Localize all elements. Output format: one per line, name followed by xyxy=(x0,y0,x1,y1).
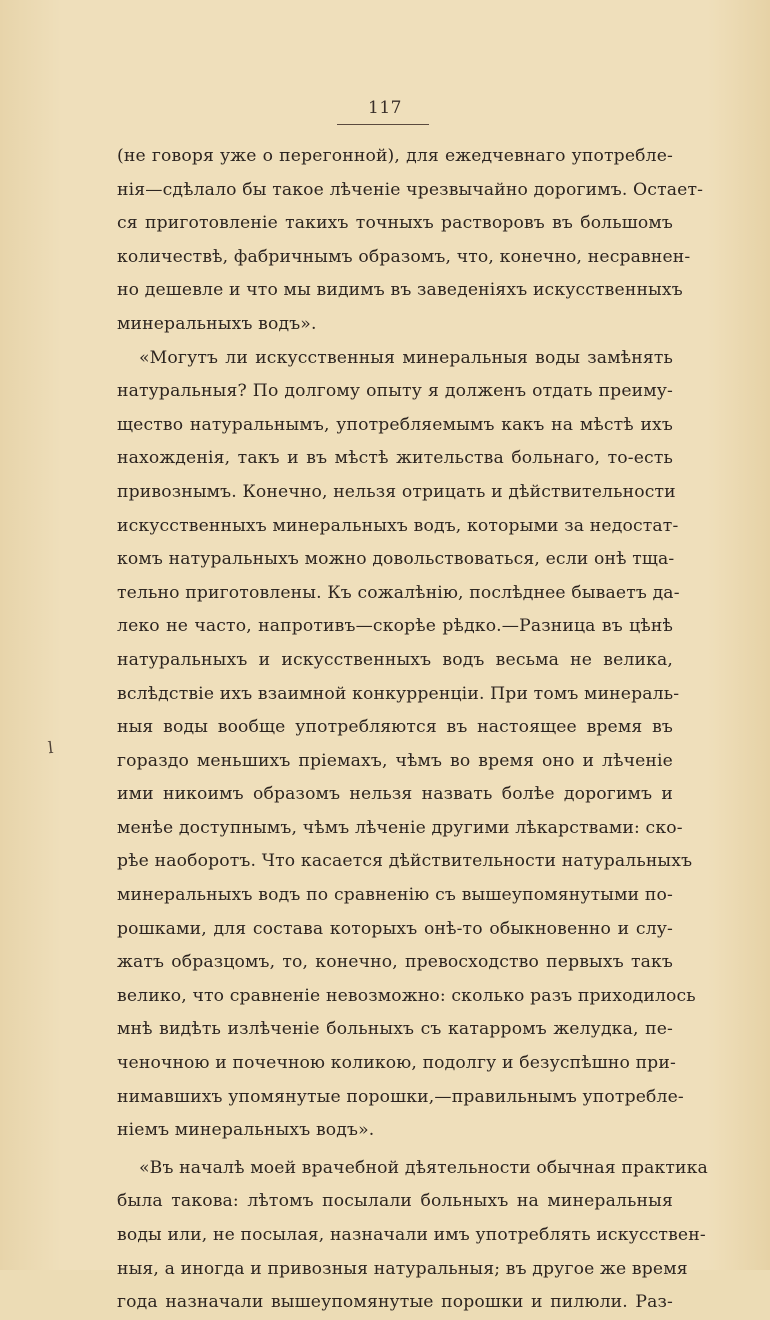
text-line: нія—сдѣлало бы такое лѣченіе чрезвычайно дорогимъ. Остает- xyxy=(117,179,704,200)
text-line: тельно приготовлены. Къ сожалѣнію, послѣднее бываетъ да- xyxy=(117,582,680,603)
text-line: леко не часто, напротивъ—скорѣе рѣдко.—Разница въ цѣнѣ xyxy=(117,616,673,637)
paragraph-1 xyxy=(117,140,704,342)
text-line: (не говоря уже о перегонной), для ежедчевнаго употребле- xyxy=(117,146,673,166)
text-line: комъ натуральныхъ можно довольствоваться, если онѣ тща- xyxy=(117,549,675,570)
page-number: 117 xyxy=(368,98,402,118)
text-line: ими никоимъ образомъ нельзя назвать болѣе дорогимъ и xyxy=(117,784,673,805)
margin-pencil-mark: l xyxy=(47,737,55,758)
text-line: гораздо меньшихъ пріемахъ, чѣмъ во время оно и лѣченіе xyxy=(117,750,673,771)
text-line: ся приготовленіе такихъ точныхъ растворовъ въ большомъ xyxy=(117,213,673,234)
text-line: минеральныхъ водъ». xyxy=(117,313,317,334)
page-number-container xyxy=(0,98,770,118)
text-line: нахожденія, такъ и въ мѣстѣ жительства больнаго, то-есть xyxy=(117,448,673,469)
paragraph-2 xyxy=(117,342,696,1148)
text-line: нимавшихъ упомянутые порошки,—правильнымъ употребле- xyxy=(117,1086,684,1107)
text-line: была такова: лѣтомъ посылали больныхъ на минеральныя xyxy=(117,1191,673,1212)
text-line: жатъ образцомъ, то, конечно, превосходство первыхъ такъ xyxy=(117,952,673,973)
text-line: вслѣдствіе ихъ взаимной конкурренціи. При томъ минераль- xyxy=(117,683,680,704)
text-line: искусственныхъ минеральныхъ водъ, которыми за недостат- xyxy=(117,515,679,536)
text-line: количествѣ, фабричнымъ образомъ, что, конечно, несравнен- xyxy=(117,246,691,267)
text-line: года назначали вышеупомянутые порошки и пилюли. Раз- xyxy=(117,1292,673,1313)
text-line: мнѣ видѣть излѣченіе больныхъ съ катарромъ желудка, пе- xyxy=(117,1019,673,1040)
text-line: ченочною и почечною коликою, подолгу и безуспѣшно при- xyxy=(117,1053,676,1074)
text-line: привознымъ. Конечно, нельзя отрицать и дѣйствительности xyxy=(117,481,676,502)
body-text xyxy=(117,140,708,1320)
text-line: щество натуральнымъ, употребляемымъ какъ на мѣстѣ ихъ xyxy=(117,414,673,435)
text-line: минеральныхъ водъ по сравненію съ вышеупомянутыми по- xyxy=(117,885,673,906)
text-line: натуральныхъ и искусственныхъ водъ весьма не велика, xyxy=(117,649,673,670)
text-line: ніемъ минеральныхъ водъ». xyxy=(117,1120,375,1141)
text-line: «Могутъ ли искусственныя минеральныя воды замѣнять xyxy=(139,347,673,368)
text-line: рѣе наоборотъ. Что касается дѣйствительности натуральныхъ xyxy=(117,851,693,872)
text-line: менѣе доступнымъ, чѣмъ лѣченіе другими лѣкарствами: ско- xyxy=(117,817,683,838)
text-line: ныя воды вообще употребляются въ настоящее время въ xyxy=(117,717,673,738)
text-line: велико, что сравненіе невозможно: сколько разъ приходилось xyxy=(117,985,696,1006)
text-line: «Въ началѣ моей врачебной дѣятельности обычная практика xyxy=(139,1157,708,1178)
page-number-rule xyxy=(337,124,429,125)
paragraph-3 xyxy=(117,1152,708,1320)
text-line: но дешевле и что мы видимъ въ заведеніяхъ искусственныхъ xyxy=(117,280,683,301)
text-line: рошками, для состава которыхъ онѣ-то обыкновенно и слу- xyxy=(117,918,673,939)
text-line: ныя, а иногда и привозныя натуральныя; въ другое же время xyxy=(117,1258,688,1279)
text-line: воды или, не посылая, назначали имъ употреблять искусствен- xyxy=(117,1225,706,1245)
text-line: натуральныя? По долгому опыту я долженъ отдать преиму- xyxy=(117,381,673,402)
